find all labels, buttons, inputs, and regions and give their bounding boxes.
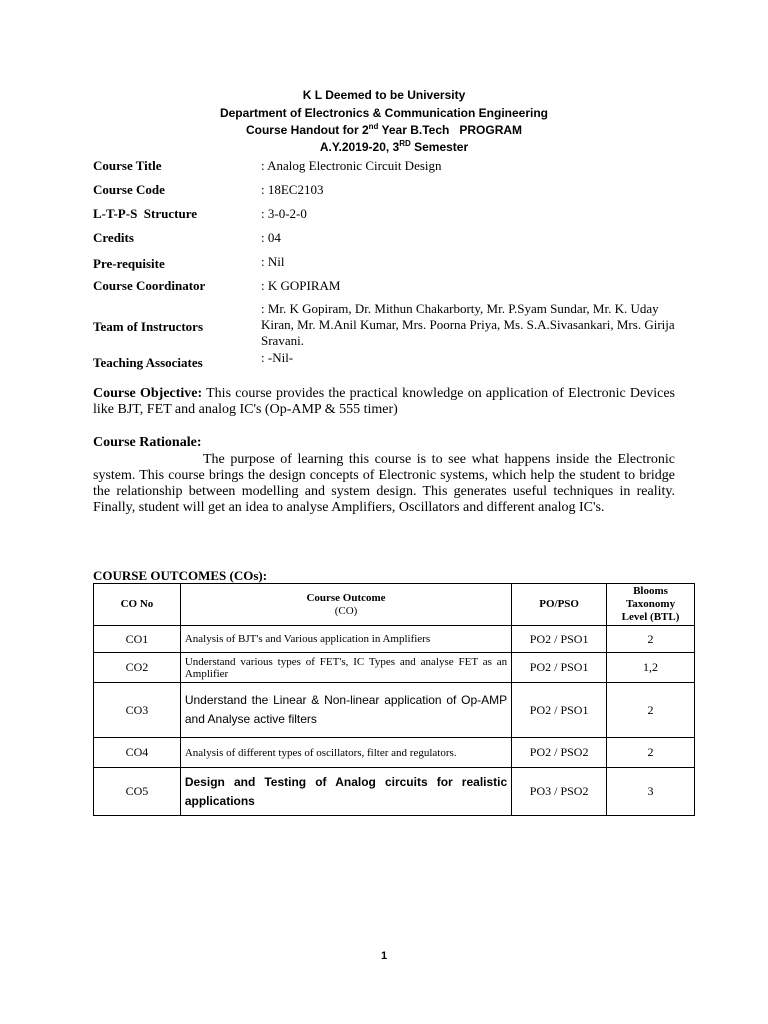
course-objective [93,386,675,418]
prerequisite-label: Pre-requisite [93,256,165,271]
credits-value: : 04 [261,230,281,245]
btl-value: 1,2 [607,653,695,683]
po-pso-value: PO2 / PSO1 [512,626,607,653]
co-number: CO3 [94,683,181,738]
course-objective-label: Course Objective: [93,386,203,401]
btl-value: 3 [607,768,695,816]
btl-value: 2 [607,683,695,738]
page-number: 1 [380,950,388,962]
ltps-label: L-T-P-S Structure [93,206,197,221]
po-pso-value: PO2 / PSO1 [512,683,607,738]
prerequisite-value: : Nil [261,254,285,269]
course-outcome-header: Course Outcome (CO) [180,584,511,626]
coordinator-label: Course Coordinator [93,278,206,293]
po-pso-header: PO/PSO [512,584,607,626]
co-description: Analysis of BJT's and Various application in Amplifiers [180,626,511,653]
btl-header: Blooms Taxonomy Level (BTL) [607,584,695,626]
university-name: K L Deemed to be University [302,88,466,102]
instructors-row [93,302,683,354]
table-row [94,626,695,653]
co-number: CO2 [94,653,181,683]
course-rationale-label: Course Rationale: [93,435,202,450]
btl-value: 2 [607,738,695,768]
credits-row [93,230,683,254]
ltps-row [93,206,683,230]
course-rationale-text: The purpose of learning this course is to see what happens inside the Electronic system. This course brings the design concepts of Electronic systems, which help the student to bridge the relationship between modelling and system design. This generates useful techniques in reality. Finally, student will get an idea to analyse Amplifiers, Oscillators and different analog IC's. [93,452,675,515]
course-code-label: Course Code [93,182,165,197]
co-description: Analysis of different types of oscillators, filter and regulators. [180,738,511,768]
course-title-row [93,158,683,182]
table-row [94,738,695,768]
course-title-label: Course Title [93,158,162,173]
co-number: CO5 [94,768,181,816]
po-pso-value: PO2 / PSO2 [512,738,607,768]
ltps-value: : 3-0-2-0 [261,206,307,221]
coordinator-row [93,278,683,302]
course-code-value: : 18EC2103 [261,182,324,197]
table-row [94,683,695,738]
prerequisite-row [93,254,683,278]
co-number: CO1 [94,626,181,653]
teaching-associates-label: Teaching Associates [93,355,203,370]
handout-title: Course Handout for 2nd Year B.Tech PROGRAM [245,122,523,137]
table-row [94,768,695,816]
course-objective-text: This course provides the practical knowledge on application of Electronic Devices like BJT, FET and analog IC's (Op-AMP & 555 timer) [93,386,675,417]
po-pso-value: PO3 / PSO2 [512,768,607,816]
academic-year: A.Y.2019-20, 3RD Semester [319,139,469,154]
table-row [94,653,695,683]
course-outcomes-table [93,583,695,816]
credits-label: Credits [93,230,134,245]
co-description: Understand various types of FET's, IC Types and analyse FET as an Amplifier [180,653,511,683]
btl-value: 2 [607,626,695,653]
co-no-header: CO No [94,584,181,626]
co-number: CO4 [94,738,181,768]
course-outcomes-heading: COURSE OUTCOMES (COs): [93,568,268,583]
instructors-label: Team of Instructors [93,319,204,334]
co-description: Understand the Linear & Non-linear application of Op-AMP and Analyse active filters [180,683,511,738]
course-code-row [93,182,683,206]
department-name: Department of Electronics & Communication Engineering [219,106,549,120]
co-description: Design and Testing of Analog circuits for realistic applications [180,768,511,816]
course-info [93,158,683,378]
teaching-associates-value: : -Nil- [261,350,294,365]
course-title-value: : Analog Electronic Circuit Design [261,158,442,173]
coordinator-value: : K GOPIRAM [261,278,341,293]
po-pso-value: PO2 / PSO1 [512,653,607,683]
instructors-value: : Mr. K Gopiram, Dr. Mithun Chakarborty, Mr. P.Syam Sundar, Mr. K. Uday Kiran, Mr. M.Anil Kumar, Mrs. Poorna Priya, Ms. S.A.Sivasankari, Mrs. Girija Sravani. [261,301,675,348]
table-header-row [94,584,695,626]
teaching-associates-row [93,350,683,378]
